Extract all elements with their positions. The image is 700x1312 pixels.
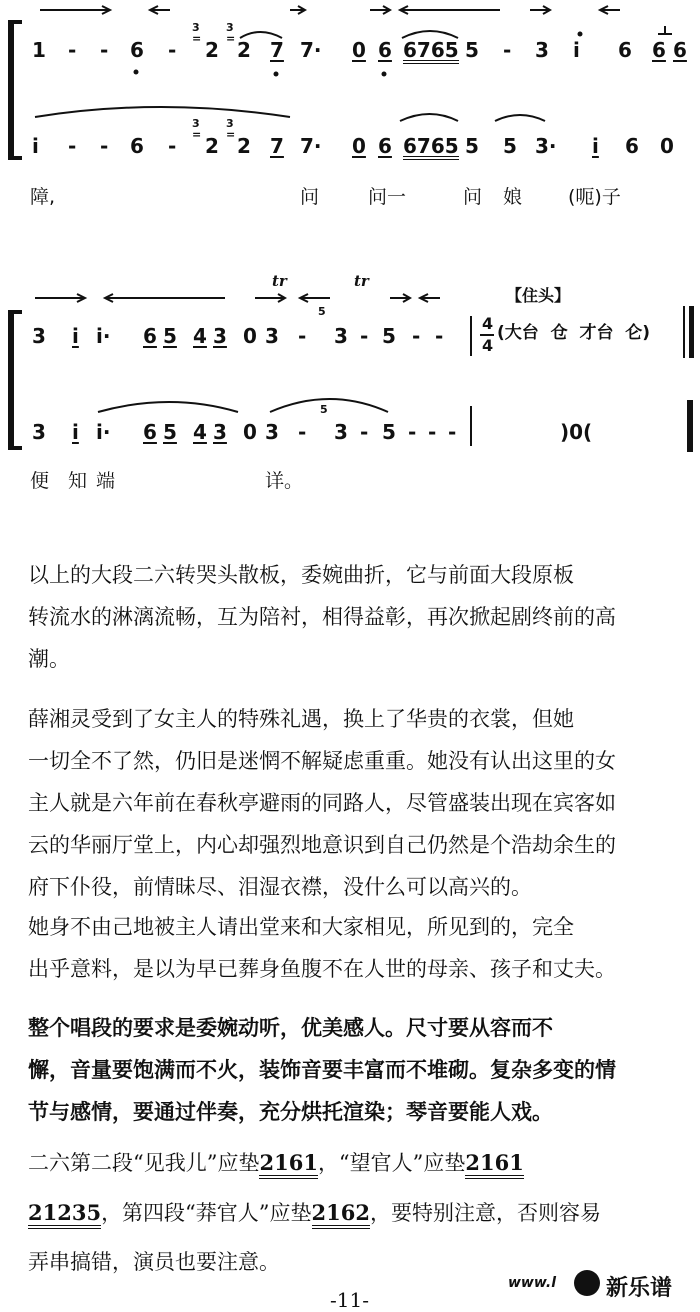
note: 5 [163,420,177,444]
lyric: 详。 [265,470,304,492]
note: 5 [382,420,396,444]
padding-number: 21235 [28,1200,101,1229]
note: i [72,420,79,444]
paragraph-line: 潮。 [28,647,70,671]
note: i [32,134,39,158]
note: i [72,324,79,348]
paragraph-line: 懈，音量要饱满而不火，装饰音要丰富而不堆砌。复杂多变的情 [28,1057,616,1082]
bracket-bottom-hook [8,446,22,450]
trill-mark: tr [354,272,369,290]
note: 3 [213,420,227,444]
note: - [168,134,177,158]
note: 3 [334,324,348,348]
note: 7 [270,134,284,158]
paragraph-line: 整个唱段的要求是委婉动听，优美感人。尺寸要从容而不 [28,1015,553,1040]
note: - [503,38,512,62]
text: ，第四段“莽官人”应垫 [101,1201,312,1225]
padding-number: 2161 [465,1150,523,1179]
note: 6 [625,134,639,158]
note: 6 [143,420,157,444]
note: 0 [243,420,257,444]
grace-note: 3 = [226,117,236,141]
meter-bottom: 4 [482,336,494,355]
bracket-top-hook [8,310,22,314]
note: - [428,420,437,444]
note: 7· [300,134,322,158]
note: 3 [32,420,46,444]
lyric: 问一 [368,186,407,208]
note: - [448,420,457,444]
note: 3 [32,324,46,348]
note: i· [96,324,111,348]
grace-note: 3 = [226,21,236,45]
note: 0 [660,134,674,158]
note: 3 [535,38,549,62]
barline [470,406,472,446]
final-barline [687,400,693,452]
paragraph-line: 云的华丽厅堂上，内心却强烈地意识到自己仍然是个浩劫余生的 [28,833,616,857]
note: 6 [652,38,666,62]
note: 5 [503,134,517,158]
lyric: 娘 [503,186,523,208]
note: - [408,420,417,444]
note: - [100,134,109,158]
watermark-logo-icon [574,1270,600,1296]
note: - [412,324,421,348]
note: - [298,324,307,348]
note: 5 [163,324,177,348]
note: 5 [465,38,479,62]
note: 5 [465,134,479,158]
note: - [68,38,77,62]
note: i· [96,420,111,444]
note: 3· [535,134,557,158]
paragraph-line: 节与感情，要通过伴奏，充分烘托渲染；琴音要能人戏。 [28,1099,553,1124]
text: ，“望官人”应垫 [317,1151,466,1175]
note: 4 [193,420,207,444]
long-slur-2 [0,382,700,418]
paragraph-line: 以上的大段二六转哭头散板，委婉曲折，它与前面大段原板 [28,563,574,587]
note: i [573,38,580,62]
meter-top: 4 [482,314,494,333]
lyric: 便 [30,470,50,492]
note: 3 [334,420,348,444]
note: 0 [352,134,366,158]
lyric: 问 [300,186,320,208]
barline [470,316,472,356]
paragraph-line: 出乎意料，是以为早已葬身鱼腹不在人世的母亲、孩子和丈夫。 [28,957,616,981]
padding-number: 2161 [259,1150,317,1179]
lyric: 障, [30,186,56,208]
bowing-marks-2 [0,288,700,308]
text: 二六第二段“见我儿”应垫 [28,1151,260,1175]
note: 1 [32,38,46,62]
upper-marks-1 [0,20,700,90]
long-slur-1 [0,95,700,125]
note: - [68,134,77,158]
note: - [100,38,109,62]
note: 2 [237,134,251,158]
section-label: 【住头】 [506,286,571,305]
grace-note: 3 = [192,21,202,45]
text: ，要特别注意，否则容易 [370,1201,601,1225]
note: 6765 [403,38,459,62]
paragraph-line: 她身不由己地被主人请出堂来和大家相见，所见到的，完全 [28,915,574,939]
lyric: 端 [96,470,116,492]
trill-mark: tr [272,272,287,290]
note: 6 [130,134,144,158]
note: 3 [265,324,279,348]
note: 6765 [403,134,459,158]
note: 2 [205,134,219,158]
paragraph-line: 主人就是六年前在春秋亭避雨的同路人，尽管盛装出现在宾客如 [28,791,616,815]
note: 0 [352,38,366,62]
page-number: -11- [330,1288,369,1312]
paragraph-line [28,1200,693,1226]
note: 6 [130,38,144,62]
paragraph-line: 薛湘灵受到了女主人的特殊礼遇，换上了华贵的衣裳，但她 [28,707,574,731]
watermark-brand: 新乐谱 [606,1276,673,1301]
note: 2 [205,38,219,62]
paragraph-line: 弄串搞错，演员也要注意。 [28,1250,280,1274]
note: - [168,38,177,62]
watermark-url: www.l [508,1275,557,1291]
grace-note: 5 [320,403,328,416]
note: 3 [265,420,279,444]
note: - [435,324,444,348]
paragraph-line: 转流水的淋漓流畅，互为陪衬，相得益彰，再次掀起剧终前的高 [28,605,616,629]
grace-note: 5 [318,305,326,318]
final-barline [683,306,685,358]
note: 3 [213,324,227,348]
paragraph-line: 府下仆役，前情昧尽、泪湿衣襟，没什么可以高兴的。 [28,875,532,899]
padding-number: 2162 [312,1200,370,1229]
final-barline [689,306,694,358]
bracket-bottom-hook [8,156,22,160]
note: 6 [378,38,392,62]
lyric: 知 [68,470,88,492]
paragraph-line: 一切全不了然，仍旧是迷惘不解疑虑重重。她没有认出这里的女 [28,749,616,773]
system-bracket [8,310,14,450]
lower-ending: )0( [560,420,593,444]
lyric: (呃)子 [568,186,621,208]
note: 6 [673,38,687,62]
grace-note: 3 = [192,117,202,141]
note: - [360,324,369,348]
note: 7· [300,38,322,62]
note: 2 [237,38,251,62]
note: 5 [382,324,396,348]
note: 7 [270,38,284,62]
note: - [298,420,307,444]
note: 6 [143,324,157,348]
paragraph-line [28,1150,693,1176]
bowing-marks-1 [20,0,700,20]
note: 6 [618,38,632,62]
note: - [360,420,369,444]
note: 0 [243,324,257,348]
percussion-pattern: (大台 仓 才台 仑) [497,323,651,343]
lyric: 问 [463,186,483,208]
note: 4 [193,324,207,348]
note: i [592,134,599,158]
note: 6 [378,134,392,158]
